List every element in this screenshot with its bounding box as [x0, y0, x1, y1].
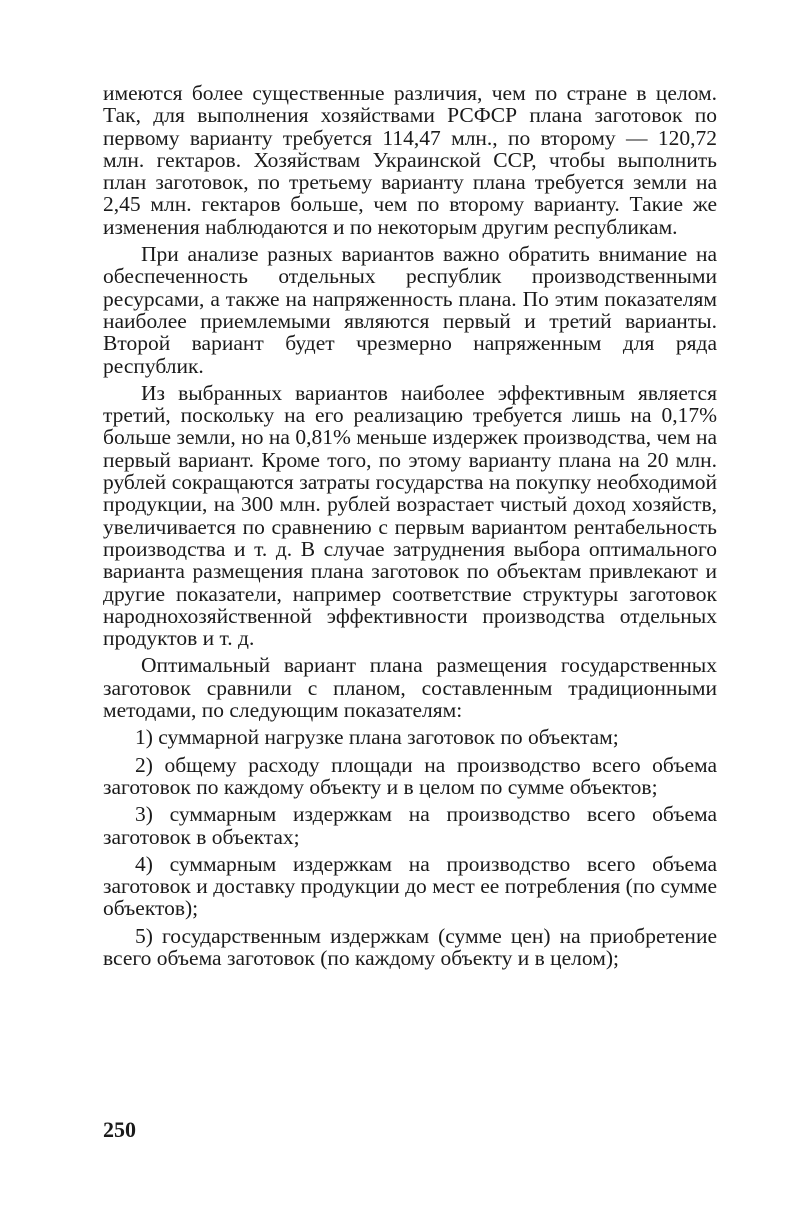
list-item-5: 5) государственным издержкам (сумме цен) на приобретение всего объема заготовок (по каждому объекту и в целом); [103, 923, 717, 970]
list-item-3: 3) суммарным издержкам на производство всего объема заготовок в объектах; [103, 802, 717, 849]
list-item-1: 1) суммарной нагрузке плана заготовок по объектам; [135, 725, 619, 750]
paragraph-2: При анализе разных вариантов важно обратить внимание на обеспеченность отдельных республик производственными ресурсами, а также на напряженность плана. По этим показателям наиболее приемлемыми являются первый и третий варианты. Второй вариант будет чрезмерно напряженным для ряда республик. [103, 242, 717, 378]
paragraph-1: имеются более существенные различия, чем по стране в целом. Так, для выполнения хозяйствами РСФСР плана заготовок по первому варианту требуется 114,47 млн., по второму — 120,72 млн. гектаров. Хозяйствам Украинской ССР, чтобы выполнить план заготовок, по третьему варианту плана требуется земли на 2,45 млн. гектаров больше, чем по второму варианту. Такие же изменения наблюдаются и по некоторым другим республикам. [103, 81, 717, 239]
paragraph-4: Оптимальный вариант плана размещения государственных заготовок сравнили с планом, составленным традиционными методами, по следующим показателям: [103, 653, 717, 723]
list-item-4: 4) суммарным издержкам на производство всего объема заготовок и доставку продукции до мест ее потребления (по сумме объектов); [103, 851, 717, 921]
page-number: 250 [103, 1117, 136, 1142]
page-body [103, 82, 717, 974]
list-item-2: 2) общему расходу площади на производство всего объема заготовок по каждому объекту и в целом по сумме объектов; [103, 752, 717, 799]
paragraph-3: Из выбранных вариантов наиболее эффективным является третий, поскольку на его реализацию требуется лишь на 0,17% больше земли, но на 0,81% меньше издержек производства, чем на первый вариант. Кроме того, по этому варианту плана на 20 млн. рублей сокращаются затраты государства на покупку необходимой продукции, на 300 млн. рублей возрастает чистый доход хозяйств, увеличивается по сравнению с первым вариантом рентабельность производства и т. д. В случае затруднения выбора оптимального варианта размещения плана заготовок по объектам привлекают и другие показатели, например соответствие структуры заготовок народнохозяйственной эффективности производства отдельных продуктов и т. д. [103, 380, 717, 651]
